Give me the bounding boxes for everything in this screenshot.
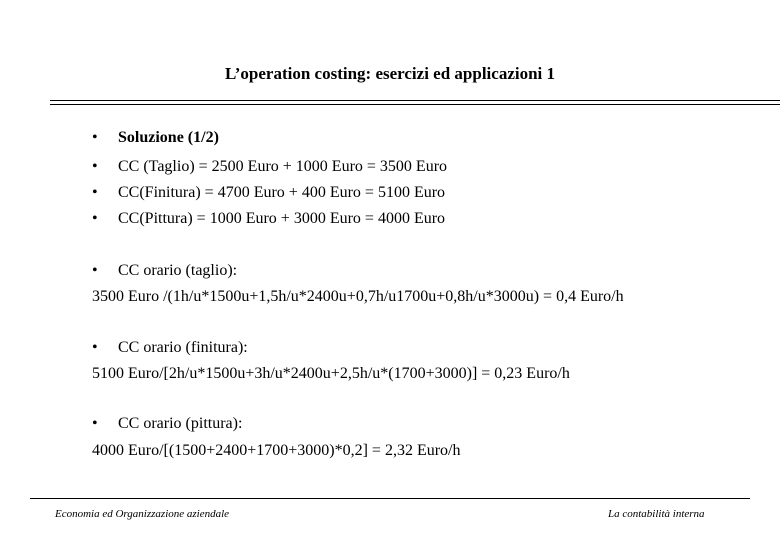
bullet-dot: •	[92, 415, 98, 432]
bullet-solution: Soluzione (1/2)	[118, 129, 219, 146]
bullet-dot: •	[92, 262, 98, 279]
bullet-dot: •	[92, 210, 98, 227]
bullet-dot: •	[92, 184, 98, 201]
block-taglio-heading: CC orario (taglio):	[118, 262, 238, 279]
bullet-cc-pittura: CC(Pittura) = 1000 Euro + 3000 Euro = 4000 Euro	[118, 210, 446, 227]
footer-course: Economia ed Organizzazione aziendale	[55, 508, 230, 520]
block-finitura-formula: 5100 Euro/[2h/u*1500u+3h/u*2400u+2,5h/u*(1700+3000)] = 0,23 Euro/h	[92, 365, 570, 382]
block-finitura-heading: CC orario (finitura):	[118, 339, 248, 356]
footer-divider	[30, 498, 750, 499]
slide-title: L’operation costing: esercizi ed applicazioni 1	[224, 64, 556, 83]
bullet-dot: •	[92, 129, 98, 146]
footer-topic: La contabilità interna	[608, 508, 705, 520]
title-divider	[50, 100, 780, 105]
block-pittura-heading: CC orario (pittura):	[118, 415, 243, 432]
bullet-dot: •	[92, 339, 98, 356]
block-taglio-formula: 3500 Euro /(1h/u*1500u+1,5h/u*2400u+0,7h/u1700u+0,8h/u*3000u) = 0,4 Euro/h	[92, 288, 624, 305]
bullet-cc-finitura: CC(Finitura) = 4700 Euro + 400 Euro = 5100 Euro	[118, 184, 446, 201]
block-pittura-formula: 4000 Euro/[(1500+2400+1700+3000)*0,2] = 2,32 Euro/h	[92, 442, 461, 459]
bullet-cc-taglio: CC (Taglio) = 2500 Euro + 1000 Euro = 3500 Euro	[118, 158, 448, 175]
bullet-dot: •	[92, 158, 98, 175]
